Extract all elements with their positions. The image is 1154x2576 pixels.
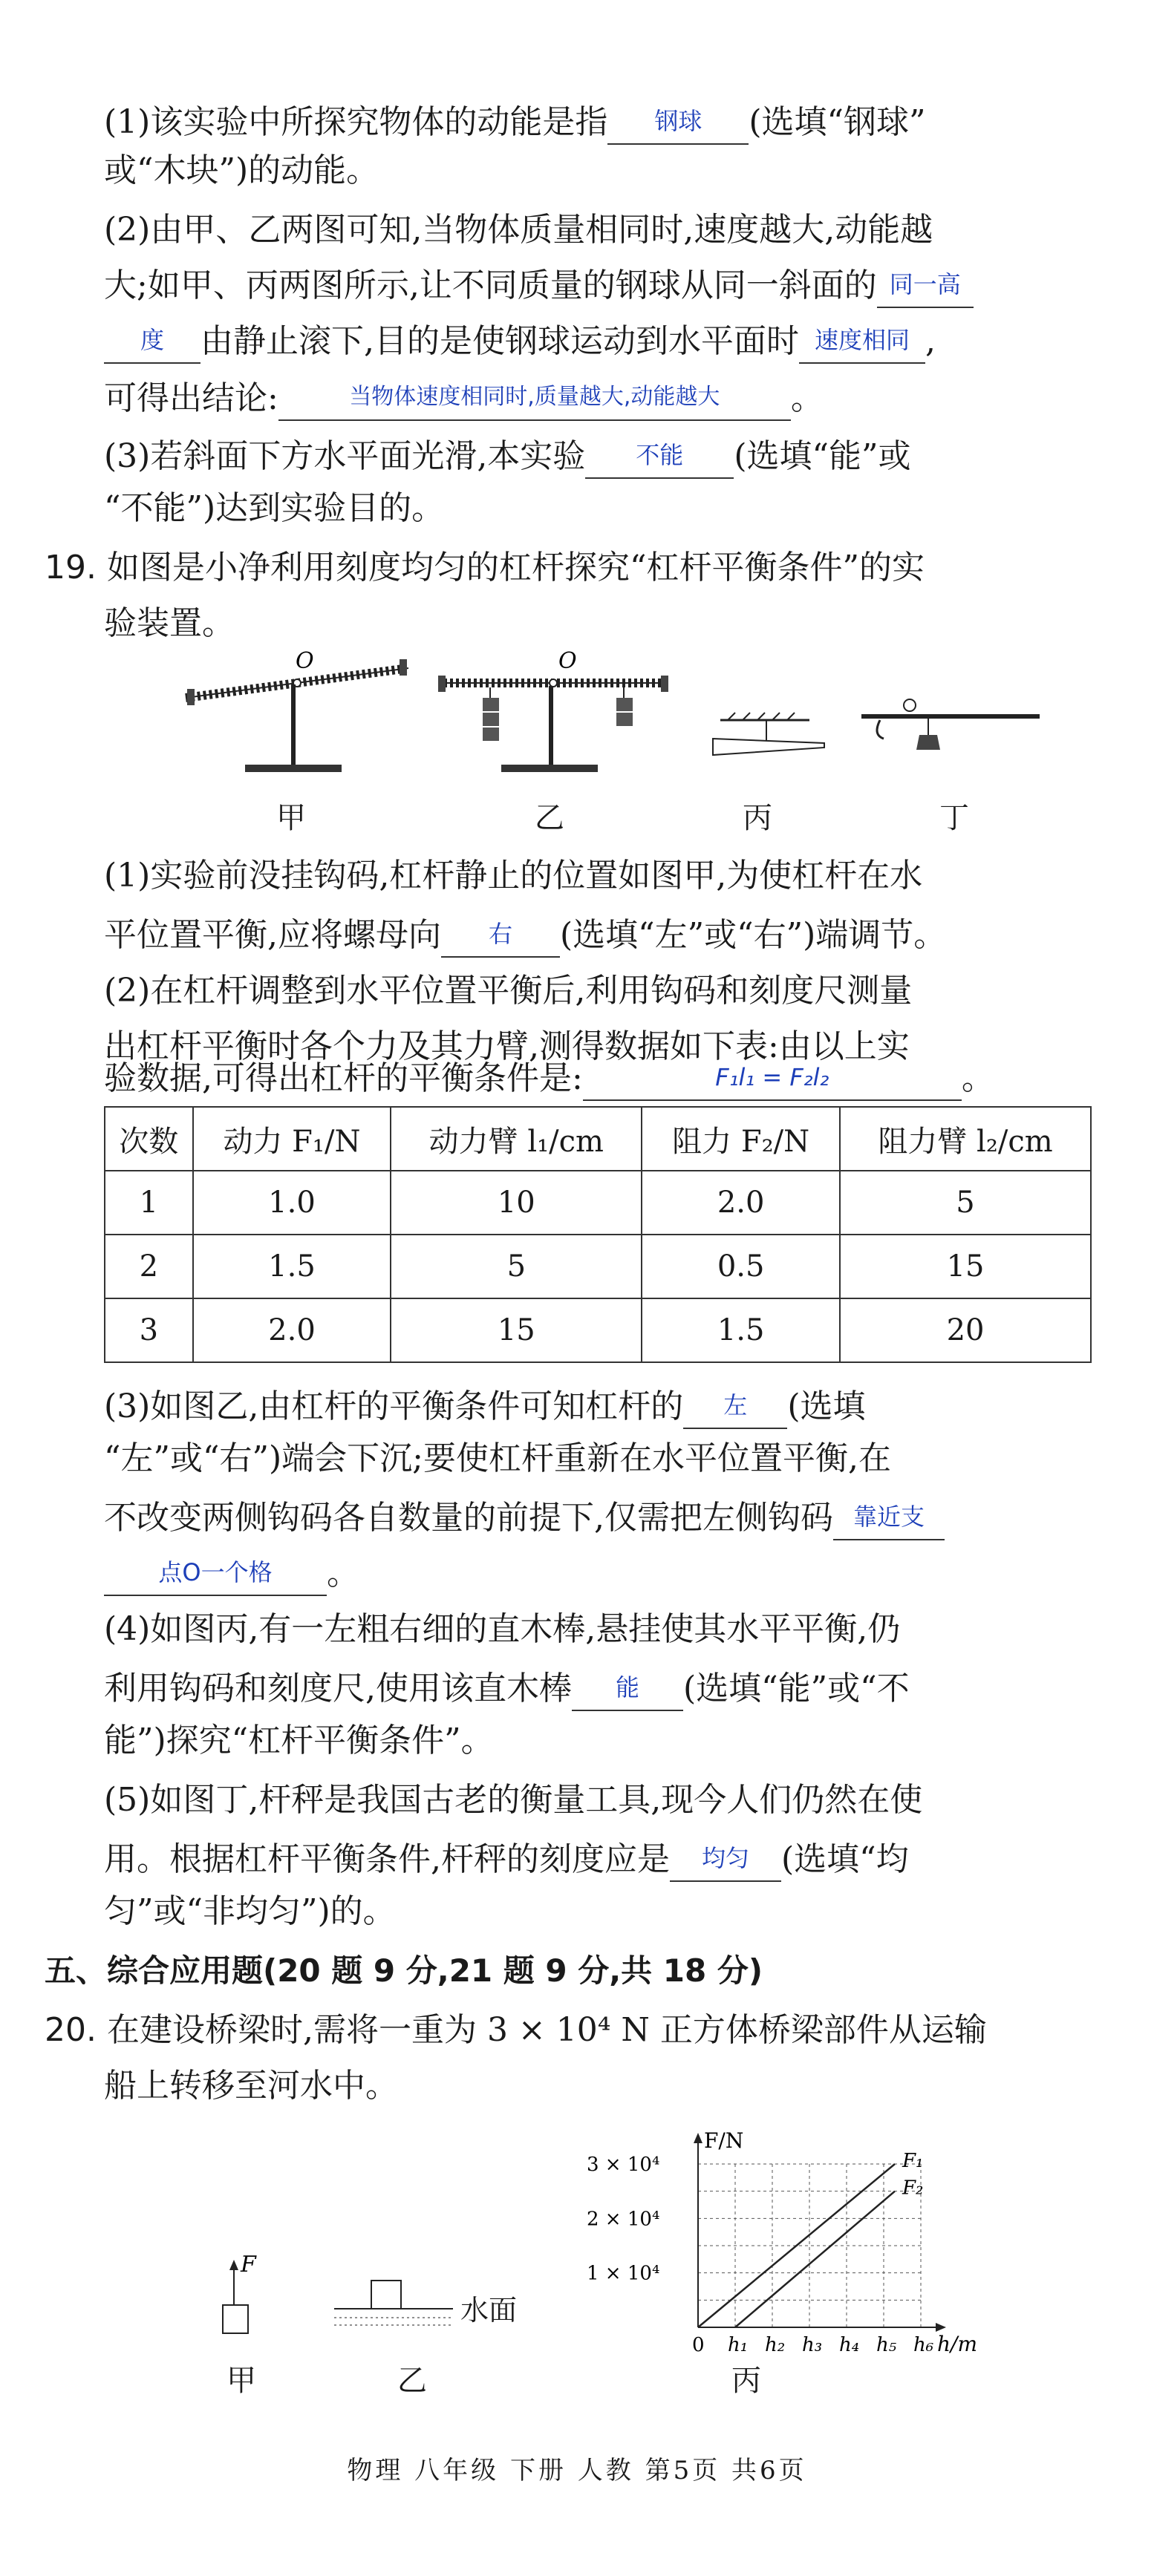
q19-part5-line3 — [104, 1889, 396, 1934]
text: 能”)探究“杠杆平衡条件”。 — [104, 1722, 494, 1759]
text: (选填“能”或“不 — [683, 1670, 910, 1707]
x-tick-label: h₆ — [913, 2334, 934, 2356]
question-number: 20. — [45, 2011, 97, 2049]
q19-part1-line1 — [104, 854, 922, 898]
q18-part2-line3 — [104, 316, 936, 364]
answer-blank — [572, 1663, 683, 1711]
text: 由静止滚下,目的是使钢球运动到水平面时 — [201, 322, 799, 360]
text: 在建设桥梁时,需将一重为 3 × 10⁴ N 正方体桥梁部件从运输 — [106, 2011, 987, 2049]
text: (1)实验前没挂钩码,杠杆静止的位置如图甲,为使杠杆在水 — [104, 857, 923, 895]
figure-label-ding: 丁 — [939, 801, 969, 835]
text: 船上转移至河水中。 — [104, 2067, 398, 2105]
figure-ding — [861, 699, 1040, 750]
figure-bing — [713, 713, 824, 755]
force-label-f: F — [241, 2252, 256, 2278]
q18-part2-line1 — [104, 208, 933, 252]
text: 或“木块”)的动能。 — [104, 151, 379, 189]
q18-part1-line2 — [104, 148, 379, 193]
table-header: 次数 — [105, 1107, 193, 1171]
text: “左”或“右”)端会下沉;要使杠杆重新在水平位置平衡,在 — [104, 1439, 891, 1477]
text: 。 — [790, 379, 824, 417]
table-cell: 1.5 — [642, 1298, 840, 1362]
table-row — [105, 1235, 1091, 1298]
table-cell: 15 — [391, 1298, 642, 1362]
answer-blank — [833, 1492, 945, 1540]
x-axis-arrow — [936, 2323, 946, 2332]
y-axis-label: F/N — [704, 2128, 744, 2153]
q19-part3-line2 — [104, 1436, 891, 1481]
answer-text: F₁l₁ = F₂l₂ — [715, 1063, 829, 1091]
text: 用。根据杠杆平衡条件,杆秤的刻度应是 — [104, 1840, 670, 1878]
series-label: F₁ — [902, 2150, 924, 2172]
text: 匀”或“非均匀”)的。 — [104, 1892, 396, 1930]
table-cell: 3 — [105, 1298, 193, 1362]
text: (选填“钢球” — [749, 103, 926, 141]
answer-blank — [799, 316, 925, 364]
q19-part3-line3 — [104, 1492, 945, 1540]
figure-label-yi: 乙 — [535, 801, 564, 835]
figure-label-bing: 丙 — [743, 801, 772, 835]
page-footer: 物理 八年级 下册 人教 第5页 共6页 — [347, 2456, 807, 2485]
series-line — [735, 2191, 895, 2327]
y-tick-label: 3 × 10⁴ — [587, 2154, 660, 2176]
answer-blank — [683, 1381, 787, 1429]
text: (选填“均 — [781, 1840, 909, 1878]
chart-grid — [698, 2164, 924, 2327]
text: (选填“左”或“右”)端调节。 — [560, 916, 947, 954]
q19-part4-line1 — [104, 1607, 900, 1652]
text: (1)该实验中所探究物体的动能是指 — [104, 103, 608, 141]
table-cell: 10 — [391, 1171, 642, 1235]
answer-blank — [278, 371, 791, 421]
figure-yi — [438, 648, 668, 772]
table-header: 动力臂 l₁/cm — [391, 1107, 642, 1171]
text: , — [925, 322, 936, 360]
q18-part2-line2 — [104, 260, 974, 308]
table-cell: 2 — [105, 1235, 193, 1298]
text: 。 — [961, 1059, 994, 1097]
x-axis-label: h/m — [937, 2332, 978, 2356]
table-header: 阻力 F₂/N — [642, 1107, 840, 1171]
answer-text: 均匀 — [701, 1844, 749, 1872]
answer-text: 能 — [615, 1673, 639, 1701]
q18-part1-line1 — [104, 97, 925, 145]
q20-stem-line2 — [104, 2064, 398, 2108]
text: 不改变两侧钩码各自数量的前提下,仅需把左侧钩码 — [104, 1499, 833, 1537]
answer-text: 靠近支 — [853, 1503, 925, 1531]
table-cell: 0.5 — [642, 1235, 840, 1298]
pivot-label-o: O — [296, 648, 314, 674]
text: (选填 — [787, 1387, 866, 1425]
answer-blank — [583, 1053, 962, 1101]
text: (2)在杠杆调整到水平位置平衡后,利用钩码和刻度尺测量 — [104, 972, 913, 1010]
answer-blank — [585, 431, 734, 479]
q19-part4-line2 — [104, 1663, 910, 1711]
section-title: 五、综合应用题(20 题 9 分,21 题 9 分,共 18 分) — [45, 1952, 763, 1989]
text: “不能”)达到实验目的。 — [104, 489, 445, 527]
text: 可得出结论: — [104, 379, 278, 417]
q19-part3-line1 — [104, 1381, 865, 1429]
q20-stem-line1 — [45, 2008, 987, 2053]
table-cell: 15 — [840, 1235, 1091, 1298]
text: (2)由甲、乙两图可知,当物体质量相同时,速度越大,动能越 — [104, 211, 933, 249]
answer-blank — [607, 97, 749, 145]
table-cell: 5 — [391, 1235, 642, 1298]
table-header: 动力 F₁/N — [193, 1107, 391, 1171]
table-row — [105, 1298, 1091, 1362]
question-number: 19. — [45, 549, 97, 586]
figure-label-jia: 甲 — [226, 2364, 256, 2398]
answer-text: 左 — [723, 1391, 748, 1419]
q19-part5-line2 — [104, 1834, 909, 1882]
text: 利用钩码和刻度尺,使用该直木棒 — [104, 1670, 572, 1707]
q20-figure-yi — [334, 2279, 460, 2338]
answer-text: 度 — [140, 326, 164, 354]
x-tick-label: h₃ — [802, 2334, 823, 2356]
text: 平位置平衡,应将螺母向 — [104, 916, 441, 954]
answer-blank — [104, 1548, 327, 1596]
table-cell: 2.0 — [193, 1298, 391, 1362]
q19-part5-line1 — [104, 1778, 922, 1823]
text: 如图是小净利用刻度均匀的杠杆探究“杠杆平衡条件”的实 — [106, 549, 925, 586]
answer-text: 速度相同 — [814, 326, 910, 354]
chart-series — [698, 2150, 923, 2327]
q19-part4-line3 — [104, 1719, 494, 1763]
table-cell: 5 — [840, 1171, 1091, 1235]
answer-blank — [104, 316, 201, 364]
series-label: F₂ — [902, 2177, 924, 2200]
answer-text: 当物体速度相同时,质量越大,动能越大 — [349, 384, 720, 410]
q19-part1-line2 — [104, 909, 946, 958]
lever-data-table — [104, 1106, 1092, 1363]
q19-part3-line4 — [104, 1548, 359, 1596]
text: (3)如图乙,由杠杆的平衡条件可知杠杆的 — [104, 1387, 684, 1425]
text: 出杠杆平衡时各个力及其力臂,测得数据如下表:由以上实 — [104, 1027, 910, 1065]
answer-text: 点O一个格 — [158, 1558, 273, 1586]
x-tick-label: h₁ — [728, 2334, 749, 2356]
answer-text: 钢球 — [654, 107, 702, 135]
pivot-label-o: O — [558, 648, 577, 674]
q19-part2-line3 — [104, 1053, 994, 1101]
q19-part2-line1 — [104, 969, 912, 1013]
x-tick-label: h₂ — [765, 2334, 786, 2356]
q19-stem-line1 — [45, 546, 925, 590]
x-tick-label: 0 — [692, 2334, 705, 2356]
answer-text: 同一高 — [889, 270, 961, 298]
answer-text: 右 — [488, 920, 512, 948]
table-cell: 1 — [105, 1171, 193, 1235]
q18-part2-line4 — [104, 371, 824, 421]
answer-blank — [670, 1834, 781, 1882]
q18-part3-line1 — [104, 431, 910, 479]
answer-blank — [441, 909, 560, 958]
figure-label-jia: 甲 — [276, 801, 306, 835]
text: 验装置。 — [104, 604, 235, 642]
q18-part3-line2 — [104, 486, 444, 531]
text: 验数据,可得出杠杆的平衡条件是: — [104, 1059, 583, 1097]
water-surface-label: 水面 — [460, 2294, 518, 2327]
figure-jia — [186, 648, 408, 772]
figure-label-yi: 乙 — [397, 2364, 427, 2398]
text: (选填“能”或 — [734, 437, 911, 475]
figure-label-bing: 丙 — [731, 2364, 761, 2398]
chart-ticks — [587, 2154, 933, 2356]
table-header-row — [105, 1107, 1091, 1171]
text: (4)如图丙,有一左粗右细的直木棒,悬挂使其水平平衡,仍 — [104, 1610, 901, 1648]
x-tick-label: h₅ — [876, 2334, 897, 2356]
q20-figure-jia — [215, 2249, 282, 2346]
text: 大;如甲、丙两图所示,让不同质量的钢球从同一斜面的 — [104, 267, 877, 304]
table-cell: 20 — [840, 1298, 1091, 1362]
answer-blank — [877, 260, 974, 308]
text: 。 — [327, 1555, 359, 1592]
y-tick-label: 2 × 10⁴ — [587, 2208, 660, 2231]
text: (3)若斜面下方水平面光滑,本实验 — [104, 437, 586, 475]
table-cell: 2.0 — [642, 1171, 840, 1235]
answer-text: 不能 — [636, 441, 684, 469]
table-cell: 1.5 — [193, 1235, 391, 1298]
y-axis-arrow — [694, 2133, 702, 2143]
text: (5)如图丁,杆秤是我国古老的衡量工具,现今人们仍然在使 — [104, 1781, 923, 1819]
force-depth-chart — [579, 2119, 980, 2357]
table-header: 阻力臂 l₂/cm — [840, 1107, 1091, 1171]
y-tick-label: 1 × 10⁴ — [587, 2262, 660, 2285]
table-cell: 1.0 — [193, 1171, 391, 1235]
x-tick-label: h₄ — [839, 2334, 860, 2356]
table-row — [105, 1171, 1091, 1235]
